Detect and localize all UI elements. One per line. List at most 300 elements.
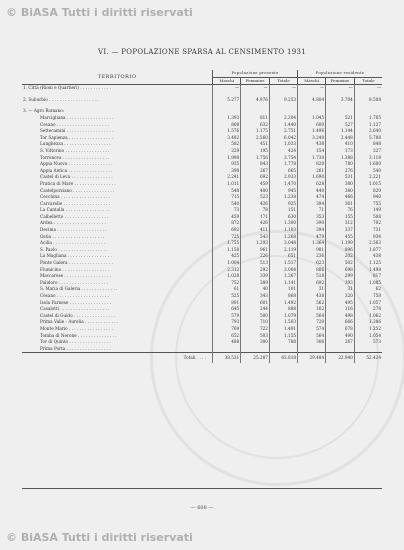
- value-cell: 3.004: [269, 267, 297, 274]
- value-cell: 2.933: [269, 174, 297, 181]
- value-cell: 2.221: [354, 174, 382, 181]
- value-cell: [213, 108, 241, 115]
- territory-name: Cesano . . . . . . . . . . . . . . . . . . . .: [40, 293, 109, 298]
- value-cell: 623: [298, 260, 326, 267]
- value-cell: 1.877: [354, 247, 382, 254]
- value-cell: 540: [213, 201, 241, 208]
- value-cell: 495: [326, 300, 355, 307]
- value-cell: 1.054: [354, 333, 382, 340]
- value-cell: 769: [213, 326, 241, 333]
- territory-name: Maccarese . . . . . . . . . . . . . . . . . .: [40, 273, 111, 279]
- table-row: [22, 227, 382, 234]
- table-row: [22, 234, 382, 241]
- table-row: [22, 168, 382, 175]
- territory-name: La Magliana . . . . . . . . . . . . . . . . .: [40, 253, 112, 259]
- totals-cell: 25.287: [241, 353, 270, 364]
- value-cell: 702: [354, 220, 382, 227]
- value-cell: 518: [298, 273, 326, 280]
- value-cell: 261: [298, 168, 326, 175]
- territory-header: TERRITORIO: [22, 70, 213, 85]
- table-row: [22, 306, 382, 313]
- value-cell: 31: [298, 286, 326, 293]
- value-cell: 438: [298, 293, 326, 300]
- value-cell: 872: [213, 220, 241, 227]
- value-cell: —: [269, 85, 297, 92]
- value-cell: 1.517: [269, 260, 297, 267]
- table-row: [22, 122, 382, 129]
- value-cell: 498: [326, 313, 355, 320]
- value-cell: 2.312: [213, 267, 241, 274]
- value-cell: 564: [298, 333, 326, 340]
- value-cell: 171: [241, 214, 270, 221]
- value-cell: 8.508: [354, 97, 382, 104]
- value-cell: 715: [213, 194, 241, 201]
- value-cell: 151: [269, 207, 297, 214]
- table-row: [22, 260, 382, 267]
- value-cell: 327: [354, 148, 382, 155]
- totals-cell: 29.484: [298, 353, 326, 364]
- value-cell: 722: [241, 326, 270, 333]
- value-cell: 1.503: [269, 319, 297, 326]
- value-cell: 155: [326, 214, 355, 221]
- territory-name: Isola Farnese . . . . . . . . . . . . . . . .: [40, 299, 112, 305]
- value-cell: 793: [213, 319, 241, 326]
- value-cell: 424: [269, 148, 297, 155]
- value-cell: 300: [241, 339, 270, 346]
- value-cell: 244: [241, 306, 270, 313]
- resident-population-header: Popolazione residente: [298, 70, 382, 77]
- table-row: [22, 188, 382, 195]
- value-cell: 4.804: [298, 97, 326, 104]
- value-cell: 848: [354, 141, 382, 148]
- totals-cell: 63.818: [269, 353, 297, 364]
- value-cell: 390: [298, 220, 326, 227]
- table-row: [22, 313, 382, 320]
- value-cell: 531: [326, 174, 355, 181]
- table-row: [22, 135, 382, 142]
- value-cell: 9.253: [269, 97, 297, 104]
- value-cell: 3.482: [213, 135, 241, 142]
- value-cell: 76: [326, 207, 355, 214]
- value-cell: 306: [298, 339, 326, 346]
- value-cell: 267: [241, 168, 270, 175]
- value-cell: 154: [298, 148, 326, 155]
- table-row: [22, 286, 382, 293]
- value-cell: 1.778: [269, 161, 297, 168]
- territory-name: Prima Porta . . . . . . . . . . . . . . . . .: [40, 345, 111, 351]
- value-cell: 755: [354, 201, 382, 208]
- copyright-watermark-bottom: © BiASA Tutti i diritti riservati: [6, 531, 193, 544]
- value-cell: 40: [241, 286, 270, 293]
- value-cell: 474: [298, 194, 326, 201]
- value-cell: 276: [326, 168, 355, 175]
- table-row: [22, 115, 382, 122]
- value-cell: 2.204: [269, 115, 297, 122]
- territory-name: 3. — Agro Romano:: [23, 108, 65, 114]
- value-cell: 925: [269, 201, 297, 208]
- value-cell: [326, 108, 355, 115]
- page-title: VI. — POPOLAZIONE SPARSA AL CENSIMENTO 1931: [97, 48, 307, 56]
- value-cell: 961: [241, 247, 270, 254]
- value-cell: 1.175: [241, 128, 270, 135]
- territory-name: Castel di Leva . . . . . . . . . . . . . . . .: [40, 174, 113, 180]
- value-cell: 692: [213, 227, 241, 234]
- value-cell: 1.730: [298, 155, 326, 162]
- value-cell: 71: [298, 207, 326, 214]
- territory-name: Calbelletto . . . . . . . . . . . . . . . . .: [40, 213, 109, 219]
- value-cell: 574: [298, 326, 326, 333]
- value-cell: 2.560: [241, 135, 270, 142]
- value-cell: 1.015: [354, 181, 382, 188]
- table-row: [22, 280, 382, 287]
- value-cell: 725: [213, 234, 241, 241]
- table-row: [22, 128, 382, 135]
- value-cell: 1.158: [213, 247, 241, 254]
- value-cell: 628: [298, 181, 326, 188]
- value-cell: 935: [213, 161, 241, 168]
- value-cell: 425: [213, 253, 241, 260]
- value-cell: 226: [241, 253, 270, 260]
- value-cell: 564: [298, 313, 326, 320]
- value-cell: 820: [298, 161, 326, 168]
- territory-name: Carcarelle . . . . . . . . . . . . . . . . . .: [40, 200, 111, 206]
- value-cell: 2.563: [354, 240, 382, 247]
- value-cell: 579: [213, 313, 241, 320]
- value-cell: 645: [213, 306, 241, 313]
- present-population-header: Popolazione presente: [213, 70, 298, 77]
- value-cell: 426: [241, 220, 270, 227]
- territory-name: Settecamini . . . . . . . . . . . . . . . . . .: [40, 128, 114, 134]
- value-cell: [354, 108, 382, 115]
- value-cell: [269, 108, 297, 115]
- value-cell: 934: [354, 234, 382, 241]
- table-row: [22, 326, 382, 333]
- value-cell: 6.042: [269, 135, 297, 142]
- territory-name: Casalotti . . . . . . . . . . . . . . . . . . .: [40, 306, 110, 312]
- territory-name: La Cantalla . . . . . . . . . . . . . . . . .: [40, 207, 110, 213]
- value-cell: 1.765: [354, 115, 382, 122]
- territory-name: Ponte Galera . . . . . . . . . . . . . . . . .: [40, 260, 113, 266]
- table-row: [22, 161, 382, 168]
- value-cell: 820: [354, 188, 382, 195]
- value-cell: 698: [326, 267, 355, 274]
- value-cell: 503: [241, 333, 270, 340]
- value-cell: [298, 346, 326, 353]
- value-cell: 1.440: [269, 122, 297, 129]
- totals-label: Totali . . . .: [22, 353, 213, 364]
- territory-name: Ardea . . . . . . . . . . . . . . . . . . . .: [40, 220, 106, 226]
- value-cell: 1.028: [213, 273, 241, 280]
- table-row: [22, 141, 382, 148]
- table-row: [22, 174, 382, 181]
- value-cell: 582: [213, 141, 241, 148]
- value-cell: 488: [213, 339, 241, 346]
- value-cell: 3.704: [326, 97, 355, 104]
- value-cell: —: [326, 85, 355, 92]
- territory-name: Prima Valle - Aurelia . . . . . . . . . . . . .: [40, 319, 119, 325]
- value-cell: 3.754: [269, 155, 297, 162]
- value-cell: 666: [326, 319, 355, 326]
- value-cell: 896: [326, 247, 355, 254]
- value-cell: 731: [354, 227, 382, 234]
- value-cell: 116: [326, 306, 355, 313]
- value-cell: 573: [354, 339, 382, 346]
- census-table: [22, 70, 382, 363]
- value-cell: 1.057: [354, 300, 382, 307]
- value-cell: 1.576: [213, 128, 241, 135]
- value-cell: 343: [241, 293, 270, 300]
- table-row: [22, 273, 382, 280]
- col-header: Maschi: [298, 77, 326, 85]
- value-cell: 426: [241, 201, 270, 208]
- value-cell: 1.386: [354, 319, 382, 326]
- value-cell: 236: [298, 253, 326, 260]
- value-cell: 451: [241, 141, 270, 148]
- table-row: [22, 267, 382, 274]
- value-cell: 466: [326, 194, 355, 201]
- col-header: Femmine: [241, 77, 270, 85]
- value-cell: 692: [241, 174, 270, 181]
- value-cell: 320: [326, 293, 355, 300]
- value-cell: 78: [241, 207, 270, 214]
- value-cell: 678: [326, 326, 355, 333]
- value-cell: 3.240: [298, 135, 326, 142]
- table-row: [22, 181, 382, 188]
- value-cell: 455: [326, 234, 355, 241]
- value-cell: 1.144: [326, 128, 355, 135]
- value-cell: [354, 346, 382, 353]
- territory-name: Cesano . . . . . . . . . . . . . . . . . . . .: [40, 121, 109, 127]
- value-cell: 459: [213, 214, 241, 221]
- value-cell: 981: [298, 247, 326, 254]
- value-cell: 1.496: [298, 128, 326, 135]
- value-cell: 3.048: [269, 240, 297, 247]
- value-cell: 61: [213, 286, 241, 293]
- value-cell: 508: [354, 214, 382, 221]
- value-cell: 389: [241, 280, 270, 287]
- value-cell: [241, 346, 270, 353]
- value-cell: 1.300: [269, 220, 297, 227]
- value-cell: 195: [241, 148, 270, 155]
- value-cell: 490: [326, 333, 355, 340]
- value-cell: 665: [269, 168, 297, 175]
- value-cell: 543: [241, 234, 270, 241]
- table-row: [22, 85, 382, 92]
- col-header: Maschi: [213, 77, 241, 85]
- copyright-watermark-top: © BiASA Tutti i diritti riservati: [6, 6, 193, 19]
- value-cell: 1.004: [213, 260, 241, 267]
- value-cell: 692: [298, 280, 326, 287]
- value-cell: [298, 108, 326, 115]
- value-cell: 502: [326, 260, 355, 267]
- territory-name: Palidoro . . . . . . . . . . . . . . . . . . .: [40, 279, 109, 285]
- value-cell: 600: [298, 122, 326, 129]
- value-cell: 5.788: [354, 135, 382, 142]
- value-cell: 632: [241, 122, 270, 129]
- page-number: — 608 —: [190, 505, 214, 511]
- value-cell: 1.103: [269, 227, 297, 234]
- value-cell: 710: [241, 319, 270, 326]
- territory-name: Ostia . . . . . . . . . . . . . . . . . . . .: [40, 233, 105, 239]
- table-row: [22, 300, 382, 307]
- value-cell: 3.118: [354, 155, 382, 162]
- value-cell: 394: [298, 201, 326, 208]
- territory-name: Tomba di Nerone . . . . . . . . . . . . . . .: [40, 332, 117, 338]
- value-cell: 1.268: [269, 234, 297, 241]
- value-cell: 353: [298, 214, 326, 221]
- value-cell: —: [298, 85, 326, 92]
- table-row: [22, 108, 382, 115]
- value-cell: 398: [213, 168, 241, 175]
- value-cell: 2.241: [213, 174, 241, 181]
- territory-name: Decima . . . . . . . . . . . . . . . . . . .: [40, 227, 107, 233]
- value-cell: 149: [354, 207, 382, 214]
- value-cell: 1.011: [213, 181, 241, 188]
- value-cell: 758: [354, 293, 382, 300]
- value-cell: —: [213, 85, 241, 92]
- value-cell: 278: [354, 306, 382, 313]
- value-cell: 891: [213, 300, 241, 307]
- value-cell: 780: [326, 161, 355, 168]
- territory-name: 1. Città (Rioni e Quartieri) . . . . . . . . . . . .: [23, 85, 111, 91]
- value-cell: 1.998: [213, 155, 241, 162]
- table-row: [22, 97, 382, 104]
- value-cell: 292: [241, 267, 270, 274]
- value-cell: 1.293: [241, 240, 270, 247]
- table-row: [22, 155, 382, 162]
- territory-name: S. Paolo . . . . . . . . . . . . . . . . . . .: [40, 246, 108, 252]
- value-cell: 811: [241, 115, 270, 122]
- value-cell: 525: [213, 293, 241, 300]
- value-cell: 1.033: [269, 141, 297, 148]
- value-cell: 162: [298, 306, 326, 313]
- value-cell: 651: [269, 253, 297, 260]
- totals-cell: 52.424: [354, 353, 382, 364]
- value-cell: 400: [241, 188, 270, 195]
- table-row: [22, 253, 382, 260]
- value-cell: 438: [298, 141, 326, 148]
- value-cell: 299: [326, 273, 355, 280]
- value-cell: 1.600: [354, 161, 382, 168]
- value-cell: 2.640: [354, 128, 382, 135]
- value-cell: 630: [269, 214, 297, 221]
- value-cell: 1.252: [354, 326, 382, 333]
- value-cell: 410: [326, 141, 355, 148]
- territory-name: Monte Mario . . . . . . . . . . . . . . . . .: [40, 325, 113, 331]
- value-cell: 4.976: [241, 97, 270, 104]
- value-cell: 1.393: [213, 115, 241, 122]
- value-cell: 361: [326, 201, 355, 208]
- table-row: [22, 339, 382, 346]
- territory-name: Cecchina . . . . . . . . . . . . . . . . . . .: [40, 194, 111, 200]
- value-cell: 521: [326, 115, 355, 122]
- value-cell: [326, 346, 355, 353]
- value-cell: 1.199: [326, 240, 355, 247]
- value-cell: 843: [241, 161, 270, 168]
- value-cell: 888: [269, 306, 297, 313]
- totals-row: [22, 353, 382, 364]
- value-cell: 868: [269, 293, 297, 300]
- value-cell: 1.141: [269, 280, 297, 287]
- value-cell: 337: [326, 227, 355, 234]
- territory-name: Acilia . . . . . . . . . . . . . . . . . . . .: [40, 240, 106, 246]
- territory-name: Tor Sapienza . . . . . . . . . . . . . . . . .: [40, 134, 113, 140]
- value-cell: 1.756: [241, 155, 270, 162]
- col-header: Totale: [354, 77, 382, 85]
- value-cell: 438: [354, 253, 382, 260]
- table-row: [22, 247, 382, 254]
- value-cell: 1.045: [298, 115, 326, 122]
- value-cell: 817: [354, 273, 382, 280]
- value-cell: —: [354, 85, 382, 92]
- value-cell: 562: [298, 300, 326, 307]
- value-cell: 1.155: [269, 333, 297, 340]
- value-cell: [213, 346, 241, 353]
- value-cell: 806: [298, 267, 326, 274]
- value-cell: 202: [326, 253, 355, 260]
- territory-name: S. Maria di Galeria . . . . . . . . . . . . . .: [40, 286, 118, 292]
- value-cell: 459: [241, 181, 270, 188]
- col-header: Femmine: [326, 77, 355, 85]
- value-cell: 1.367: [269, 273, 297, 280]
- table-row: [22, 201, 382, 208]
- table-row: [22, 346, 382, 353]
- value-cell: 394: [298, 227, 326, 234]
- table-row: [22, 214, 382, 221]
- value-cell: [269, 346, 297, 353]
- territory-name: Torrenova . . . . . . . . . . . . . . . . . .: [40, 154, 110, 160]
- table-row: [22, 148, 382, 155]
- value-cell: 101: [269, 286, 297, 293]
- value-cell: 1.388: [326, 155, 355, 162]
- value-cell: 173: [326, 148, 355, 155]
- value-cell: 1.470: [269, 181, 297, 188]
- value-cell: 1.755: [213, 240, 241, 247]
- value-cell: 1.491: [269, 326, 297, 333]
- table-row: [22, 220, 382, 227]
- value-cell: 479: [298, 234, 326, 241]
- territory-name: S. Vittorino . . . . . . . . . . . . . . . . .: [40, 147, 110, 153]
- value-cell: 1.062: [354, 313, 382, 320]
- value-cell: 1.492: [269, 300, 297, 307]
- value-cell: 339: [241, 273, 270, 280]
- table-row: [22, 319, 382, 326]
- value-cell: 5.277: [213, 97, 241, 104]
- value-cell: 31: [326, 286, 355, 293]
- value-cell: 380: [326, 181, 355, 188]
- value-cell: 1.125: [354, 260, 382, 267]
- territory-name: Appia Antica . . . . . . . . . . . . . . . . .: [40, 167, 113, 173]
- table-row: [22, 207, 382, 214]
- value-cell: 652: [213, 333, 241, 340]
- value-cell: 500: [241, 313, 270, 320]
- col-header: Totale: [269, 77, 297, 85]
- value-cell: 548: [213, 188, 241, 195]
- value-cell: 440: [298, 188, 326, 195]
- value-cell: 62: [354, 286, 382, 293]
- value-cell: 513: [241, 260, 270, 267]
- value-cell: 940: [354, 194, 382, 201]
- territory-name: Castelporziano . . . . . . . . . . . . . . . .: [40, 187, 115, 193]
- bottom-rule: [22, 488, 382, 489]
- territory-name: Lunghezza . . . . . . . . . . . . . . . . . .: [40, 141, 111, 147]
- value-cell: 393: [326, 280, 355, 287]
- territory-name: Appia Nuova . . . . . . . . . . . . . . . . .: [40, 161, 113, 167]
- value-cell: 1.079: [269, 313, 297, 320]
- value-cell: 2.119: [269, 247, 297, 254]
- value-cell: 523: [241, 194, 270, 201]
- value-cell: 229: [213, 148, 241, 155]
